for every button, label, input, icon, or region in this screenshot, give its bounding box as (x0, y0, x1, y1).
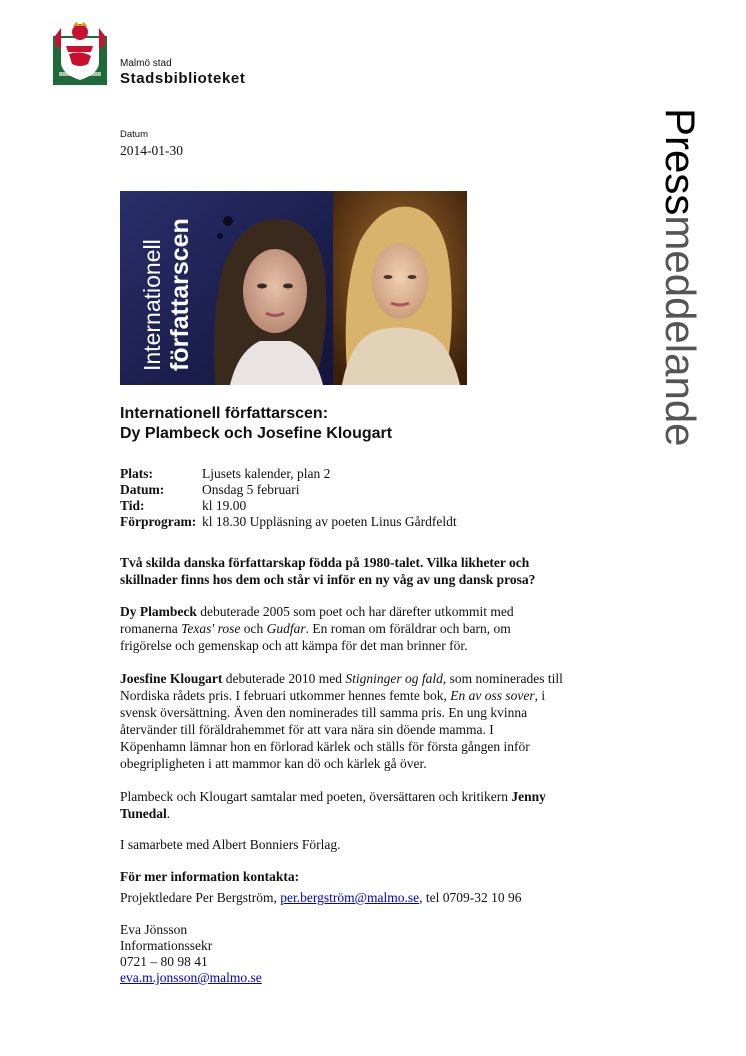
detail-label: Tid: (120, 498, 145, 513)
intro-line: Två skilda danska författarskap födda på 1980-talet. Vilka likheter och (120, 555, 530, 570)
detail-value: kl 18.30 Uppläsning av poeten Linus Gårdfeldt (202, 514, 457, 529)
detail-value: Onsdag 5 februari (202, 482, 300, 497)
text: debuterade 2005 som poet och har därefter utkommit med (196, 604, 514, 619)
banner-text-forfattarscen: författarscen (166, 218, 194, 371)
book-title: Texas' rose (181, 621, 241, 636)
text: svensk översättning. Även den nominerades till samma pris. En ung kvinna (120, 705, 528, 720)
organization-name: Malmö stad (120, 58, 172, 69)
date-value: 2014-01-30 (120, 143, 183, 158)
contact-phone: 0721 – 80 98 41 (120, 954, 208, 969)
intro-line: skillnader finns hos dem och står vi inför en ny våg av ung dansk prosa? (120, 572, 536, 587)
intro-paragraph (120, 554, 600, 588)
detail-label: Förprogram: (120, 514, 197, 529)
headline-line-1: Internationell författarscen: (120, 405, 329, 422)
text: och (240, 621, 267, 636)
text: obegripligheten i att mammor kan dö och kärlek gå över. (120, 756, 427, 771)
text: Köpenhamn lämnar hon en förlorad kärlek och ställs för första gången inför (120, 739, 530, 754)
book-title: Gudfar (266, 621, 306, 636)
detail-label: Datum: (120, 482, 165, 497)
detail-label: Plats: (120, 466, 153, 481)
contact-name: Eva Jönsson (120, 922, 188, 937)
contact-role: Informationssekr (120, 938, 213, 953)
headline (120, 404, 392, 444)
plambeck-paragraph (120, 603, 600, 654)
klougart-paragraph (120, 670, 600, 772)
text: debuterade 2010 med (222, 671, 346, 686)
detail-row-plats (120, 466, 457, 482)
text: . En roman om föräldrar och barn, om (305, 621, 511, 636)
text: Projektledare Per Bergström, (120, 890, 281, 905)
banner-text-internationell: Internationell (139, 239, 165, 371)
detail-row-tid (120, 498, 457, 514)
book-title: Stigninger og fald (345, 671, 443, 686)
text: , i (534, 688, 546, 703)
detail-value: kl 19.00 (202, 498, 247, 513)
cooperation-paragraph: I samarbete med Albert Bonniers Förlag. (120, 837, 341, 852)
conversation-paragraph (120, 788, 600, 822)
contact-heading: För mer information kontakta: (120, 869, 300, 884)
author-name: Dy Plambeck (120, 604, 197, 619)
text: , tel 0709-32 10 96 (419, 890, 522, 905)
date-label: Datum (120, 129, 148, 140)
critic-name: Jenny (511, 789, 546, 804)
text: Plambeck och Klougart samtalar med poeten, översättaren och kritikern (120, 789, 512, 804)
detail-value: Ljusets kalender, plan 2 (202, 466, 331, 481)
title-meddelande: meddelande (657, 215, 704, 447)
detail-row-datum (120, 482, 457, 498)
department-name: Stadsbiblioteket (120, 70, 246, 87)
text: frigörelse och gemenskap och att kämpa för det man brinner för. (120, 638, 468, 653)
text: , som nominerades till (442, 671, 563, 686)
contact-info-secretary (120, 922, 600, 986)
event-details (120, 466, 457, 530)
author-name: Joesfine Klougart (120, 671, 223, 686)
text: Nordiska rådets pris. I februari utkommer hennes femte bok, (120, 688, 451, 703)
text: . (166, 806, 171, 821)
vertical-document-title (658, 108, 702, 447)
email-link-eva[interactable]: eva.m.jonsson@malmo.se (120, 970, 262, 985)
malmo-stad-logo (53, 22, 107, 85)
event-banner-image (120, 191, 467, 385)
email-link-per[interactable]: per.bergström@malmo.se (280, 890, 420, 905)
contact-project-leader (120, 889, 600, 906)
text: romanerna (120, 621, 182, 636)
headline-line-2: Dy Plambeck och Josefine Klougart (120, 425, 393, 442)
title-press: Press (657, 108, 704, 216)
critic-name: Tunedal (120, 806, 167, 821)
book-title: En av oss sover (450, 688, 535, 703)
text: återvänder till föräldrahemmet för att vara nära sin döende mamma. I (120, 722, 494, 737)
detail-row-forprogram (120, 514, 457, 530)
